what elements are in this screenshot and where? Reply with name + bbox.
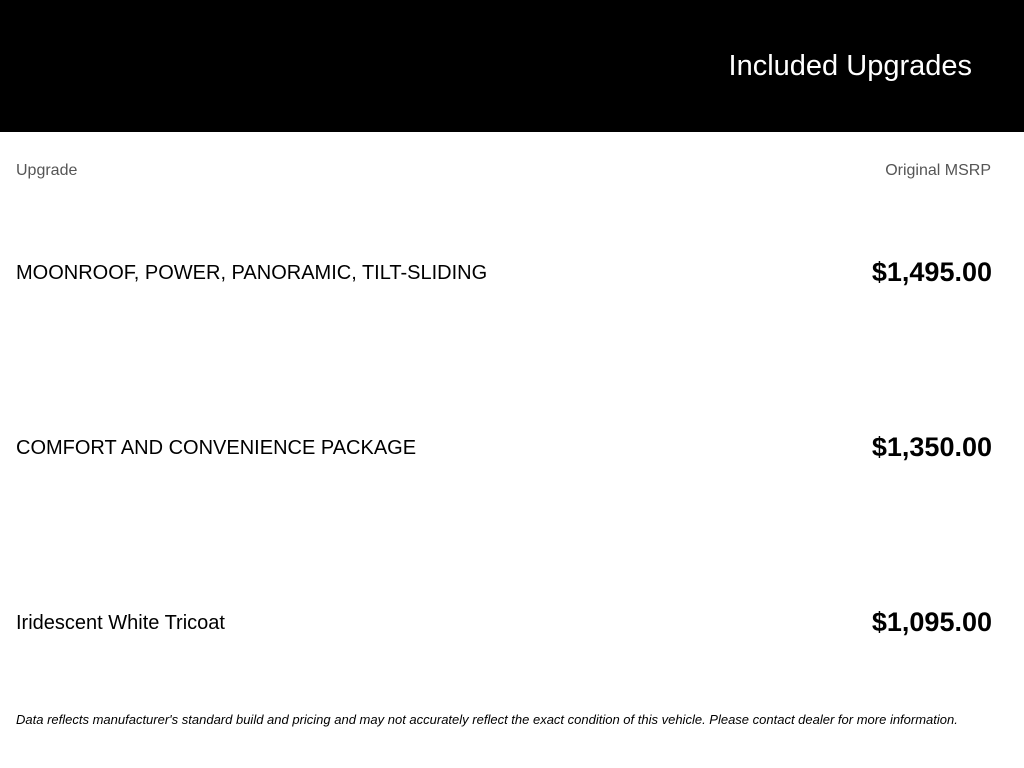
upgrade-price: $1,095.00 [871,607,992,637]
upgrade-row [0,427,1024,467]
upgrade-price: $1,495.00 [871,257,992,287]
disclaimer-text: Data reflects manufacturer's standard build and pricing and may not accurately reflect the exact condition of this vehicle. Please contact dealer for more information. [16,712,958,727]
upgrade-name: Iridescent White Tricoat [16,612,225,634]
upgrade-name: COMFORT AND CONVENIENCE PACKAGE [16,437,417,459]
upgrade-row [0,252,1024,292]
column-header-upgrade: Upgrade [16,162,78,179]
column-header-msrp: Original MSRP [885,162,991,179]
upgrade-price: $1,350.00 [871,432,992,462]
page-title: Included Upgrades [728,50,972,82]
header-banner [0,0,1024,132]
upgrade-row [0,602,1024,642]
upgrade-name: MOONROOF, POWER, PANORAMIC, TILT-SLIDING [16,262,488,284]
